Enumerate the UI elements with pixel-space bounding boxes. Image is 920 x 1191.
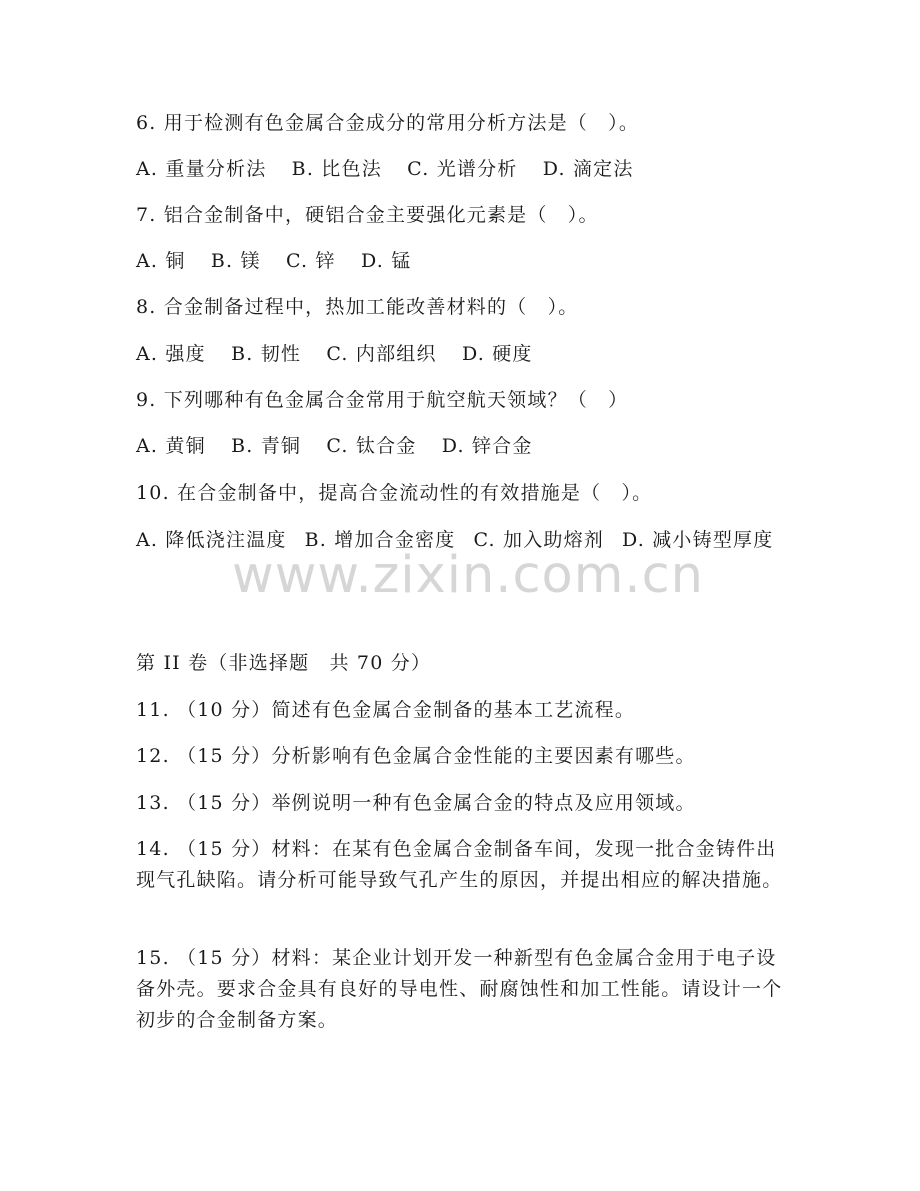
options-9 <box>136 431 786 462</box>
option-b: B. 比色法 <box>291 158 382 180</box>
option-d: D. 锌合金 <box>441 435 533 457</box>
question-8: 8. 合金制备过程中，热加工能改善材料的（ ）。 <box>136 296 579 318</box>
option-b: B. 青铜 <box>231 435 302 457</box>
question-6: 6. 用于检测有色金属合金成分的常用分析方法是（ ）。 <box>136 112 640 134</box>
option-b: B. 镁 <box>210 250 261 272</box>
option-d: D. 锰 <box>360 250 412 272</box>
question-13: 13. （15 分）举例说明一种有色金属合金的特点及应用领域。 <box>136 792 696 814</box>
question-12: 12. （15 分）分析影响有色金属合金性能的主要因素有哪些。 <box>136 745 696 767</box>
section-title: 第 II 卷（非选择题 共 70 分） <box>136 652 432 674</box>
question-11: 11. （10 分）简述有色金属合金制备的基本工艺流程。 <box>136 699 636 721</box>
options-6 <box>136 154 786 185</box>
option-c: C. 锌 <box>285 250 336 272</box>
question-7: 7. 铝合金制备中，硬铝合金主要强化元素是（ ）。 <box>136 204 599 226</box>
option-c: C. 钛合金 <box>326 435 417 457</box>
options-8 <box>136 339 786 370</box>
option-c: C. 光谱分析 <box>407 158 518 180</box>
question-15: 15. （15 分）材料：某企业计划开发一种新型有色金属合金用于电子设备外壳。要求合金具有良好的导电性、耐腐蚀性和加工性能。请设计一个初步的合金制备方案。 <box>136 947 783 1031</box>
option-d: D. 硬度 <box>461 343 533 365</box>
option-c: C. 内部组织 <box>326 343 437 365</box>
option-b: B. 韧性 <box>231 343 302 365</box>
question-14: 14. （15 分）材料：在某有色金属合金制备车间，发现一批合金铸件出现气孔缺陷。请分析可能导致气孔产生的原因，并提出相应的解决措施。 <box>136 838 783 891</box>
option-a: A. 降低浇注温度 <box>136 529 287 551</box>
option-a: A. 重量分析法 <box>136 158 267 180</box>
option-a: A. 黄铜 <box>136 435 206 457</box>
option-c: C. 加入助熔剂 <box>473 529 604 551</box>
option-d: D. 减小铸型厚度 <box>622 529 774 551</box>
option-d: D. 滴定法 <box>542 158 634 180</box>
option-b: B. 增加合金密度 <box>304 529 456 551</box>
options-7 <box>136 246 786 277</box>
question-10: 10. 在合金制备中，提高合金流动性的有效措施是（ ）。 <box>136 482 653 504</box>
watermark: www.zixin.com.cn <box>232 546 704 605</box>
option-a: A. 铜 <box>136 250 186 272</box>
option-a: A. 强度 <box>136 343 206 365</box>
question-9: 9. 下列哪种有色金属合金常用于航空航天领域？（ ） <box>136 389 629 411</box>
